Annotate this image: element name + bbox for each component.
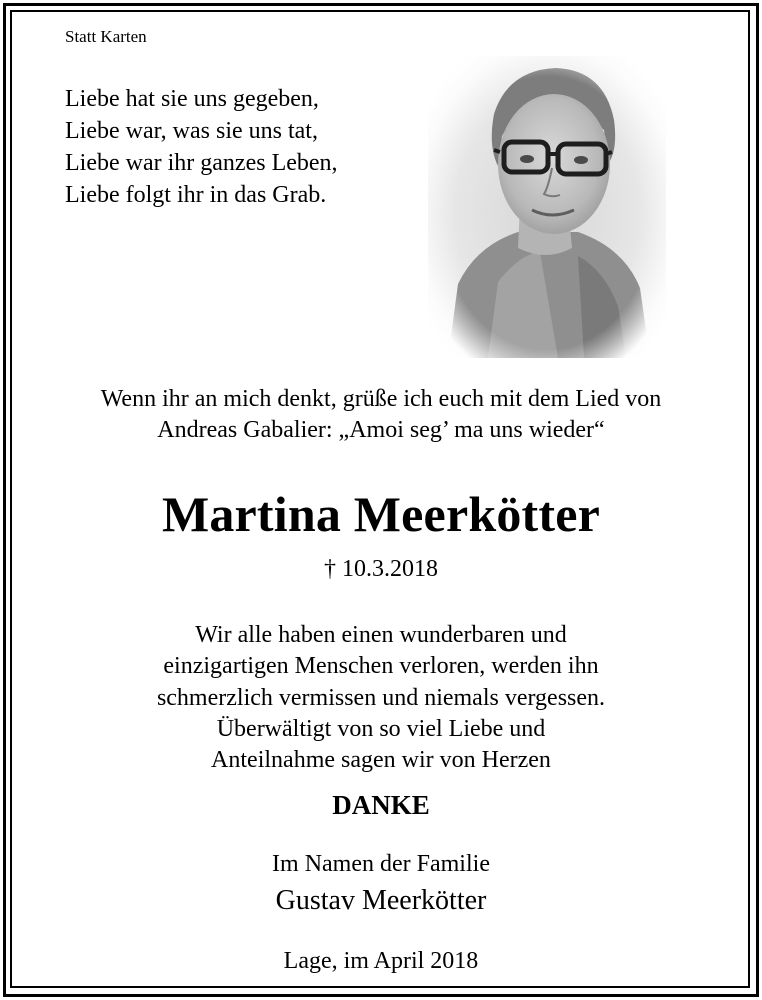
- statt-karten-label: Statt Karten: [65, 27, 147, 46]
- thanks-text: [20, 620, 742, 776]
- death-date: † 10.3.2018: [324, 556, 438, 582]
- poem-line: Liebe hat sie uns gegeben,: [65, 86, 319, 112]
- thanks-line: Anteilnahme sagen wir von Herzen: [211, 747, 551, 774]
- portrait-image: [428, 56, 666, 358]
- poem-line: Liebe war ihr ganzes Leben,: [65, 150, 338, 176]
- danke-heading: DANKE: [332, 790, 430, 820]
- portrait-photo: [428, 56, 666, 358]
- thanks-line: Überwältigt von so viel Liebe und: [216, 715, 546, 742]
- poem-line: Liebe war, was sie uns tat,: [65, 118, 318, 144]
- quote-line: Wenn ihr an mich denkt, grüße ich euch mit dem Lied von: [100, 386, 662, 412]
- family-signatory: Gustav Meerkötter: [275, 885, 487, 916]
- deceased-name: Martina Meerkötter: [161, 486, 601, 542]
- place-and-date: Lage, im April 2018: [283, 948, 479, 974]
- quote-line: Andreas Gabalier: „Amoi seg’ ma uns wieder“: [157, 417, 605, 443]
- family-intro: Im Namen der Familie: [272, 851, 490, 877]
- quote-text: [20, 384, 742, 446]
- thanks-line: Wir alle haben einen wunderbaren und: [195, 622, 567, 648]
- poem-line: Liebe folgt ihr in das Grab.: [65, 182, 327, 208]
- thanks-line: schmerzlich vermissen und niemals vergessen.: [156, 684, 606, 711]
- thanks-line: einzigartigen Menschen verloren, werden ihn: [163, 653, 599, 680]
- poem: [65, 83, 338, 211]
